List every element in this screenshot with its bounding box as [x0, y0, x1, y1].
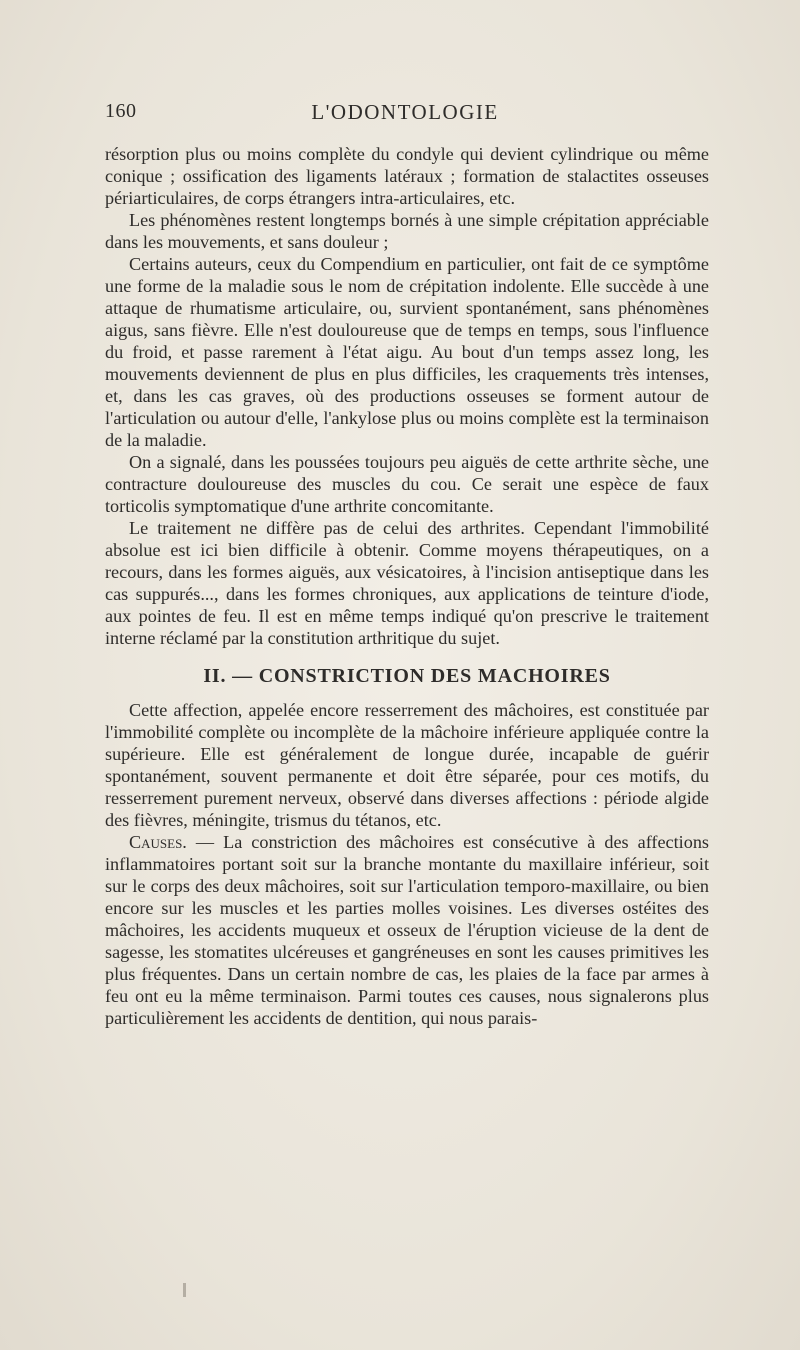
page-header — [105, 100, 705, 128]
paragraph: On a signalé, dans les poussées toujours peu aiguës de cette arthrite sèche, une contracture douloureuse des muscles du cou. Ce serait une espèce de faux torticolis symptomatique d'une arthrite concomitante. — [105, 452, 709, 516]
causes-label: Causes. — [129, 832, 187, 852]
causes-text: — La constriction des mâchoires est consécutive à des affections inflammatoires portant soit sur la branche montante du maxillaire inférieur, soit sur le corps des deux mâchoires, soit sur l'articulation temporo-maxillaire, ou bien encore sur les muscles et les parties molles voisines. Les diverses ostéites des mâchoires, les accidents muqueux et osseux de l'éruption vicieuse de la dent de sagesse, les stomatites ulcéreuses et gangréneuses en sont les causes primitives les plus fréquentes. Dans un certain nombre de cas, les plaies de la face par armes à feu ont eu la même terminaison. Parmi toutes ces causes, nous signalerons plus particulièrement les accidents de dentition, qui nous parais- — [105, 832, 709, 1028]
paragraph: résorption plus ou moins complète du condyle qui devient cylindrique ou même conique ; ossification des ligaments latéraux ; formation de stalactites osseuses périarticulaires, de corps étrangers intra-articulaires, etc. — [105, 144, 709, 208]
running-title: L'ODONTOLOGIE — [311, 100, 499, 124]
paragraph: Certains auteurs, ceux du Compendium en particulier, ont fait de ce symptôme une forme de la maladie sous le nom de crépitation indolente. Elle succède à une attaque de rhumatisme articulaire, ou, survient spontanément, sans phénomènes aigus, sans fièvre. Elle n'est douloureuse que de temps en temps, sous l'influence du froid, et passe rarement à l'état aigu. Au bout d'un temps assez long, les mouvements deviennent de plus en plus difficiles, les craquements très intenses, et, dans les cas graves, où des productions osseuses se forment autour de l'articulation ou autour d'elle, l'ankylose plus ou moins complète est la terminaison de la maladie. — [105, 254, 709, 450]
section-heading: II. — CONSTRICTION DES MACHOIRES — [203, 665, 611, 687]
paragraph: Les phénomènes restent longtemps bornés à une simple crépitation appréciable dans les mouvements, et sans douleur ; — [105, 210, 709, 252]
body-text — [105, 143, 709, 1029]
ink-mark — [183, 1283, 186, 1297]
paragraph: Le traitement ne diffère pas de celui des arthrites. Cependant l'immobilité absolue est ici bien difficile à obtenir. Comme moyens thérapeutiques, on a recours, dans les formes aiguës, aux vésicatoires, à l'incision antiseptique dans les cas suppurés..., dans les formes chroniques, aux applications de teinture d'iode, aux pointes de feu. Il est en même temps indiqué qu'on prescrive le traitement interne réclamé par la constitution arthritique du sujet. — [105, 518, 709, 648]
page-number: 160 — [105, 100, 137, 122]
causes-paragraph — [105, 831, 709, 1029]
paragraph: Cette affection, appelée encore resserrement des mâchoires, est constituée par l'immobilité complète ou incomplète de la mâchoire inférieure appliquée contre la supérieure. Elle est généralement de longue durée, incapable de guérir spontanément, souvent permanente et doit être séparée, pour ces motifs, du resserrement purement nerveux, observé dans diverses affections : période algide des fièvres, méningite, trismus du tétanos, etc. — [105, 700, 709, 830]
